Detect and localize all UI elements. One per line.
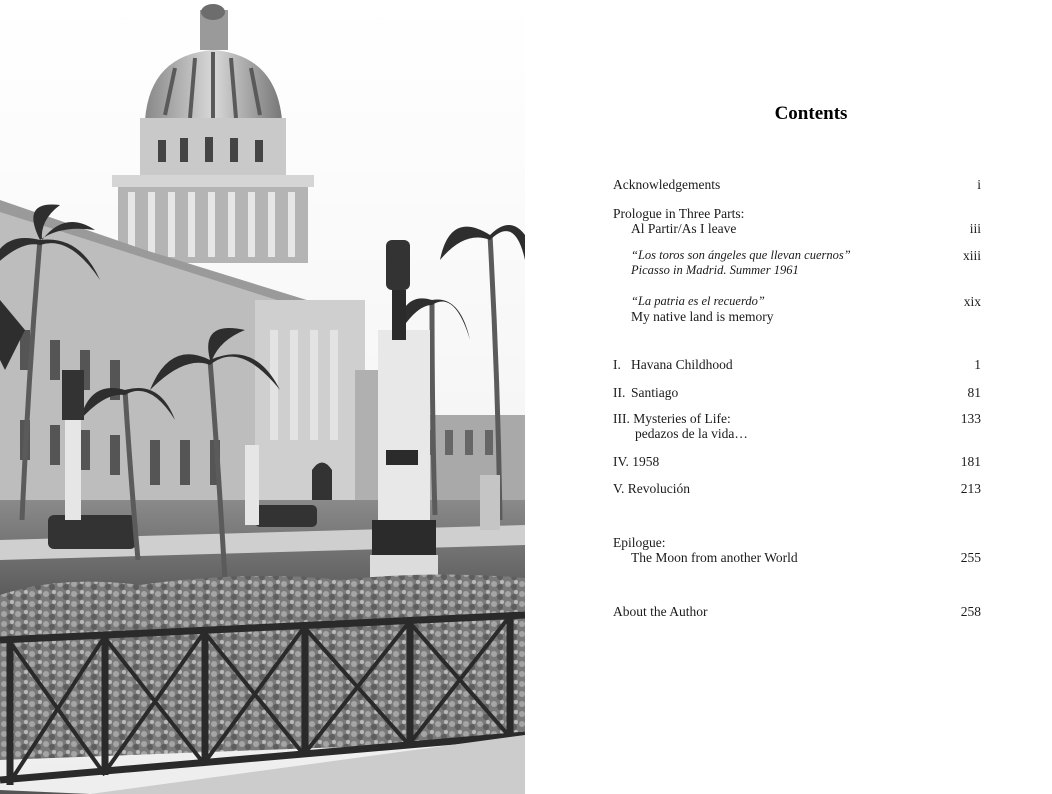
toc-entry-about-the-author[interactable] bbox=[613, 604, 981, 619]
toc-entry-sublabel: Picasso in Madrid. Summer 1961 bbox=[631, 263, 799, 277]
toc-entry-havana-childhood[interactable] bbox=[613, 357, 981, 372]
toc-entry-label: Epilogue: bbox=[613, 535, 666, 550]
toc-entry-revolucion[interactable] bbox=[613, 481, 981, 496]
capitol-photo bbox=[0, 0, 525, 794]
toc-entry-page: 255 bbox=[960, 550, 981, 565]
toc-entry-page: 1 bbox=[974, 357, 981, 372]
toc-entry-epilogue[interactable] bbox=[613, 535, 981, 565]
toc-entry-number: I. bbox=[613, 357, 621, 372]
toc-entry-page: i bbox=[977, 177, 981, 192]
toc-entry-santiago[interactable] bbox=[613, 385, 981, 400]
toc-entry-label: Acknowledgements bbox=[613, 177, 721, 192]
toc-entry-label: Revolución bbox=[627, 481, 691, 496]
toc-entry-page: xix bbox=[963, 294, 981, 309]
toc-entry-sublabel: “La patria es el recuerdo” bbox=[631, 294, 765, 308]
toc-entry-page: xiii bbox=[962, 248, 981, 263]
toc-entry-title bbox=[613, 481, 981, 496]
toc-entry-sublabel: pedazos de la vida… bbox=[635, 426, 748, 441]
toc-entry-page: iii bbox=[969, 221, 981, 236]
toc-entry-page: 133 bbox=[960, 411, 981, 426]
contents-page bbox=[525, 0, 1052, 794]
toc-entry-la-patria[interactable] bbox=[613, 294, 981, 324]
toc-entry-number: II. bbox=[613, 385, 626, 400]
toc-entry-sublabel: The Moon from another World bbox=[631, 550, 798, 565]
toc-entry-sublabel: My native land is memory bbox=[631, 309, 774, 324]
toc-entry-label: 1958 bbox=[632, 454, 660, 469]
toc-entry-acknowledgements[interactable] bbox=[613, 177, 981, 192]
toc-entry-number: III. bbox=[613, 411, 630, 426]
toc-entry-1958[interactable] bbox=[613, 454, 981, 469]
toc-entry-number: IV. bbox=[613, 454, 629, 469]
toc-entry-title bbox=[613, 454, 981, 469]
toc-entry-number: V. bbox=[613, 481, 625, 496]
toc-entry-mysteries-of-life[interactable] bbox=[613, 411, 981, 441]
toc-entry-title bbox=[613, 385, 981, 400]
toc-entry-title bbox=[613, 357, 981, 372]
toc-entry-sublabel: “Los toros son ángeles que llevan cuernos” bbox=[631, 248, 851, 262]
toc-entry-label: Havana Childhood bbox=[631, 357, 733, 372]
toc-entry-page: 81 bbox=[967, 385, 981, 400]
toc-entry-label: Prologue in Three Parts: bbox=[613, 206, 745, 221]
toc-entry-sublabel: Al Partir/As I leave bbox=[631, 221, 737, 236]
contents-title: Contents bbox=[774, 103, 848, 124]
capitol-building-photo-icon bbox=[0, 0, 525, 794]
toc-entry-page: 213 bbox=[960, 481, 981, 496]
toc-entry-los-toros[interactable] bbox=[613, 248, 981, 278]
toc-entry-label: Mysteries of Life: bbox=[633, 411, 731, 426]
toc-entry-label: Santiago bbox=[631, 385, 679, 400]
toc-entry-prologue[interactable] bbox=[613, 206, 981, 236]
toc-entry-page: 258 bbox=[960, 604, 981, 619]
toc-entry-title bbox=[613, 411, 981, 426]
toc-entry-page: 181 bbox=[960, 454, 981, 469]
toc-entry-label: About the Author bbox=[613, 604, 708, 619]
